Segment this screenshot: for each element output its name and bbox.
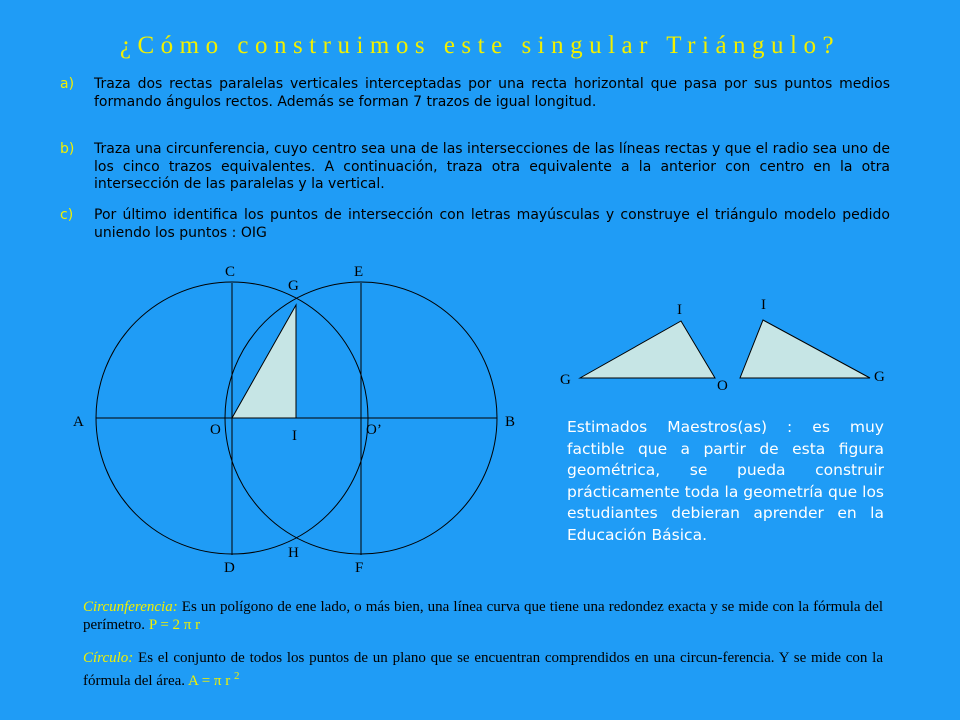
label-b: B [505,414,516,430]
step-a-label: a) [60,76,75,92]
label-o: O [210,422,221,438]
step-c-text: Por último identifica los puntos de intersección con letras mayúsculas y construye el triángulo modelo pedido uniendo los puntos : OIG [94,207,890,241]
model-triangle-left [580,321,715,378]
right-triangle-label-i: I [761,297,766,313]
area-formula-exponent: 2 [234,670,240,682]
step-b-label: b) [60,141,75,157]
label-a: A [73,414,84,430]
triangle-oig [232,305,296,418]
step-a-text: Traza dos rectas paralelas verticales interceptadas por una recta horizontal que pasa por sus puntos medios formando ángulos rectos. Además se forman 7 trazos de igual longitud. [94,76,890,110]
label-c: C [225,264,236,280]
label-e: E [354,264,364,280]
right-triangle-label-g: G [874,369,885,385]
left-triangle-label-o: O [717,378,728,394]
step-c-label: c) [60,207,74,223]
teacher-note: Estimados Maestros(as) : es muy factible que a partir de esta figura geométrica, se pueda construir prácticamente toda la geometría que los estudiantes debieran aprender en la Educación Básica. [567,418,884,544]
page-title: ¿Cómo construimos este singular Triángulo? [119,32,841,59]
left-triangle-label-i: I [677,302,682,318]
area-formula [187,670,240,689]
label-o-prime: O’ [366,422,382,438]
label-h: H [288,545,299,561]
label-f: F [355,560,364,576]
left-triangle-label-g: G [560,372,571,388]
label-i: I [292,428,297,444]
area-formula-base: A = π r [187,673,231,689]
definition-circulo-term: Círculo: [83,650,134,666]
model-triangle-right [740,320,870,378]
definition-circunferencia-term: Circunferencia: [83,599,178,615]
definition-circulo [83,649,883,690]
step-b-text: Traza una circunferencia, cuyo centro sea una de las intersecciones de las líneas rectas y que el radio sea uno de los cinco trazos equivalentes. A continuación, traza otra equivalente a la anterior con centro en la otra intersección de las paralelas y la vertical. [94,141,890,192]
definition-circunferencia-text: Es un polígono de ene lado, o más bien, una línea curva que tiene una redondez exacta y se mide con la fórmula del perímetro. [83,599,883,633]
definition-circulo-text: Es el conjunto de todos los puntos de un plano que se encuentran comprendidos en una circun-ferencia. Y se mide con la fórmula del área. [83,650,883,689]
definition-circunferencia [83,598,883,634]
perimeter-formula: P = 2 π r [148,617,201,633]
label-g: G [288,278,299,294]
label-d: D [224,560,235,576]
